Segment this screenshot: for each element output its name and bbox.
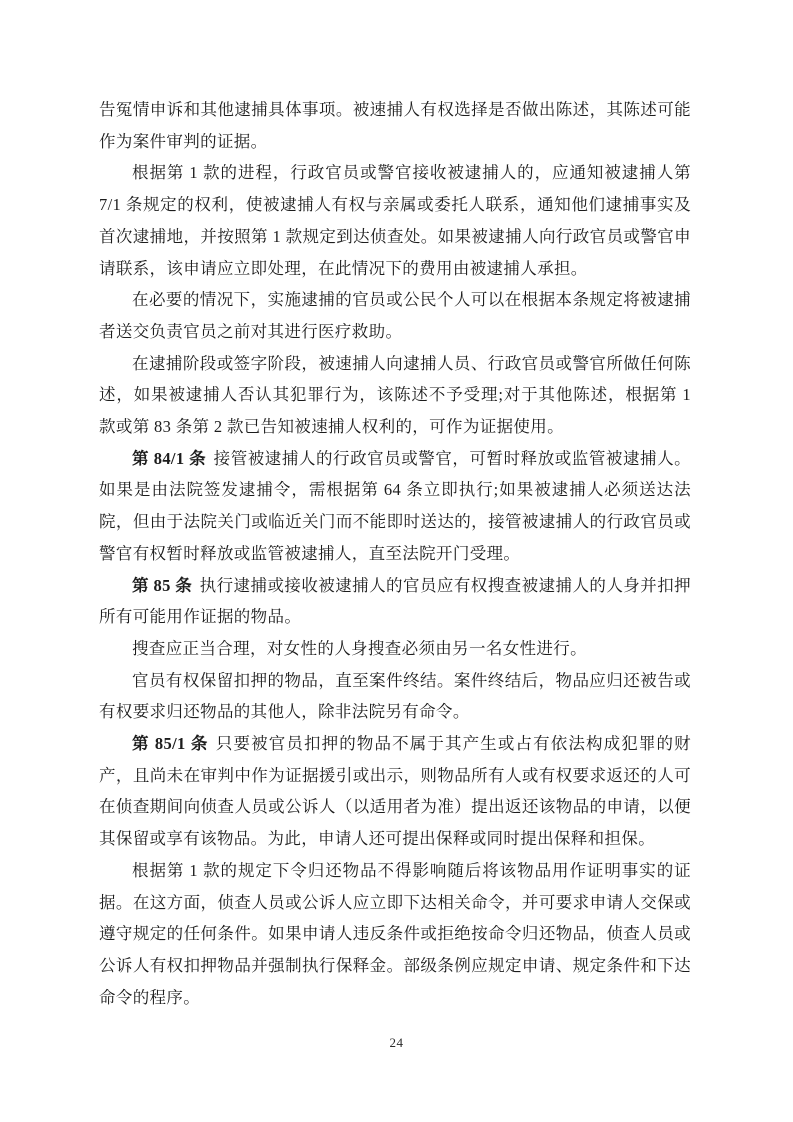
paragraph-text: 告冤情申诉和其他逮捕具体事项。被速捕人有权选择是否做出陈述，其陈述可能作为案件审判的证据。: [99, 100, 691, 151]
paragraph-text: 接管被逮捕人的行政官员或警官，可暂时释放或监管被逮捕人。如果是由法院签发逮捕令，需根据第 64 条立即执行;如果被逮捕人必须送达法院，但由于法院关门或临近关门而不能即时送达的，接管被逮捕人的行政官员或警官有权暂时释放或监管被逮捕人，直至法院开门受理。: [99, 448, 691, 563]
paragraph-text: 官员有权保留扣押的物品，直至案件终结。案件终结后，物品应归还被告或有权要求归还物品的其他人，除非法院另有命令。: [99, 670, 691, 722]
page-number: 24: [389, 1035, 404, 1050]
paragraph-text: 执行逮捕或接收被逮捕人的官员应有权搜查被逮捕人的人身并扣押所有可能用作证据的物品。: [99, 575, 691, 627]
article-number: 第 85/1 条: [132, 734, 209, 754]
paragraph-text: 搜查应正当合理，对女性的人身搜查必须由另一名女性进行。: [132, 638, 587, 658]
paragraph: [99, 94, 691, 157]
page-body: [99, 94, 691, 1013]
paragraph: [99, 348, 691, 443]
article-number: 第 85 条: [132, 575, 193, 595]
paragraph-text: 只要被官员扣押的物品不属于其产生或占有依法构成犯罪的财产，且尚未在审判中作为证据援引或出示，则物品所有人或有权要求返还的人可在侦查期间向侦查人员或公诉人（以适用者为准）提出返还该物品的申请，以便其保留或享有该物品。为此，申请人还可提出保释或同时提出保释和担保。: [99, 734, 691, 849]
paragraph: [99, 284, 691, 347]
paragraph-text: 在逮捕阶段或签字阶段，被速捕人向逮捕人员、行政官员或警官所做任何陈述，如果被逮捕人否认其犯罪行为，该陈述不予受理;对于其他陈述，根据第 1 款或第 83 条第 2 款已告知被速捕人权利的，可作为证据使用。: [99, 353, 691, 437]
paragraph: [99, 443, 691, 570]
paragraph-text: 根据第 1 款的进程，行政官员或警官接收被逮捕人的，应通知被逮捕人第 7/1 条规定的权利，使被逮捕人有权与亲属或委托人联系，通知他们逮捕事实及首次逮捕地，并按照第 1 款规定到达侦查处。如果被逮捕人向行政官员或警官申请联系，该申请应立即处理，在此情况下的费用由被逮捕人承担。: [99, 163, 691, 278]
paragraph-text: 在必要的情况下，实施逮捕的官员或公民个人可以在根据本条规定将被逮捕者送交负责官员之前对其进行医疗救助。: [99, 290, 691, 341]
paragraph: [99, 633, 691, 665]
article-number: 第 84/1 条: [132, 448, 207, 468]
paragraph-text: 根据第 1 款的规定下令归还物品不得影响随后将该物品用作证明事实的证据。在这方面，侦查人员或公诉人应立即下达相关命令，并可要求申请人交保或遵守规定的任何条件。如果申请人违反条件或拒绝按命令归还物品，侦查人员或公诉人有权扣押物品并强制执行保释金。部级条例应规定申请、规定条件和下达命令的程序。: [99, 860, 691, 1007]
paragraph: [99, 157, 691, 284]
paragraph: [99, 728, 691, 855]
paragraph: [99, 855, 691, 1014]
paragraph: [99, 665, 691, 728]
paragraph: [99, 570, 691, 633]
